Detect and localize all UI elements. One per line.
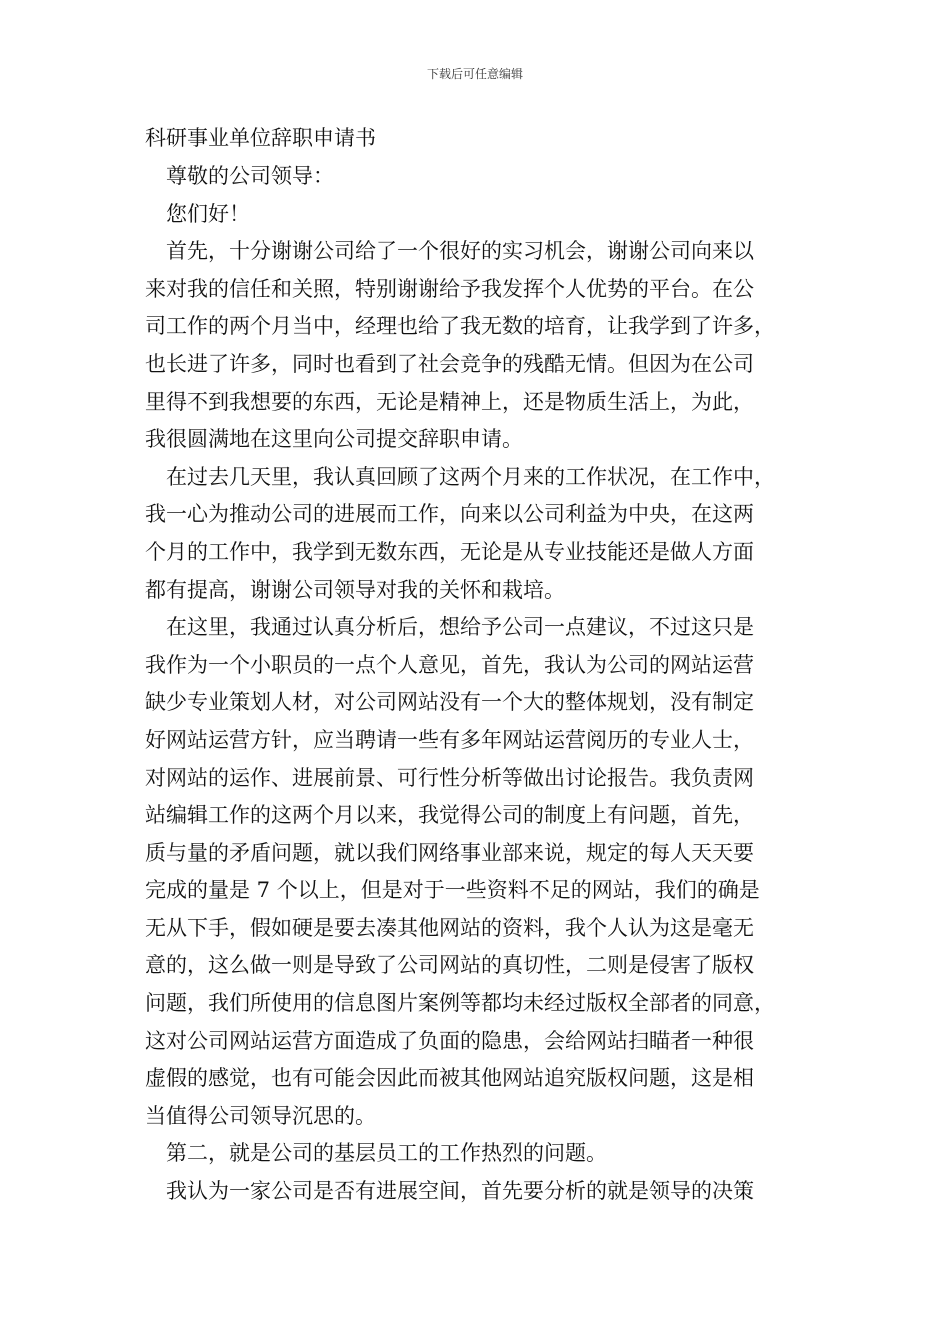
text-line: 个月的工作中，我学到无数东西，无论是从专业技能还是做人方面 xyxy=(145,539,754,564)
text-line: 我很圆满地在这里向公司提交辞职申请。 xyxy=(145,427,523,452)
document-title: 科研事业单位辞职申请书 xyxy=(145,126,376,150)
paragraph-company-growth xyxy=(145,1173,805,1211)
text-line: 第二，就是公司的基层员工的工作热烈的问题。 xyxy=(166,1141,607,1166)
text-line: 问题，我们所使用的信息图片案例等都均未经过版权全部者的同意， xyxy=(145,991,775,1016)
paragraph-second-point xyxy=(145,1135,805,1173)
text-line: 我认为一家公司是否有进展空间，首先要分析的就是领导的决策 xyxy=(166,1179,754,1204)
paragraph-review xyxy=(145,459,805,609)
text-line: 您们好！ xyxy=(166,201,250,226)
text-line: 里得不到我想要的东西，无论是精神上，还是物质生活上，为此， xyxy=(145,389,754,414)
text-line: 虚假的感觉，也有可能会因此而被其他网站追究版权问题，这是相 xyxy=(145,1066,754,1091)
text-line: 这对公司网站运营方面造成了负面的隐患，会给网站扫瞄者一种很 xyxy=(145,1028,754,1053)
text-line: 来对我的信任和关照，特别谢谢给予我发挥个人优势的平台。在公 xyxy=(145,276,754,301)
text-line: 我一心为推动公司的进展而工作，向来以公司利益为中央，在这两 xyxy=(145,502,754,527)
text-line: 在这里，我通过认真分析后，想给予公司一点建议，不过这只是 xyxy=(166,615,754,640)
text-line: 都有提高，谢谢公司领导对我的关怀和栽培。 xyxy=(145,577,565,602)
text-line: 也长进了许多，同时也看到了社会竞争的残酷无情。但因为在公司 xyxy=(145,351,754,376)
text-line: 意的，这么做一则是导致了公司网站的真切性，二则是侵害了版权 xyxy=(145,953,754,978)
text-line: 好网站运营方针，应当聘请一些有多年网站运营阅历的专业人士， xyxy=(145,727,754,752)
text-line: 当值得公司领导沉思的。 xyxy=(145,1103,376,1128)
text-line: 在过去几天里，我认真回顾了这两个月来的工作状况，在工作中， xyxy=(166,464,775,489)
page-header: 下载后可任意编辑 xyxy=(426,67,523,81)
document-body xyxy=(145,158,805,1211)
text-line: 尊敬的公司领导： xyxy=(166,164,334,188)
text-line: 完成的量是 7 个以上，但是对于一些资料不足的网站，我们的确是 xyxy=(145,878,760,903)
text-line: 对网站的运作、进展前景、可行性分析等做出讨论报告。我负责网 xyxy=(145,765,754,790)
paragraph-salutation xyxy=(145,158,805,196)
text-line: 质与量的矛盾问题，就以我们网络事业部来说，规定的每人天天要 xyxy=(145,840,754,865)
text-line: 我作为一个小职员的一点个人意见，首先，我认为公司的网站运营 xyxy=(145,652,754,677)
paragraph-greeting xyxy=(145,196,805,234)
paragraph-thanks xyxy=(145,233,805,459)
text-line: 司工作的两个月当中，经理也给了我无数的培育，让我学到了许多， xyxy=(145,314,775,339)
text-line: 缺少专业策划人材，对公司网站没有一个大的整体规划，没有制定 xyxy=(145,690,754,715)
text-line: 首先，十分谢谢公司给了一个很好的实习机会，谢谢公司向来以 xyxy=(166,239,754,264)
paragraph-suggestions xyxy=(145,609,805,1135)
text-line: 站编辑工作的这两个月以来，我觉得公司的制度上有问题，首先， xyxy=(145,803,754,828)
text-line: 无从下手，假如硬是要去凑其他网站的资料，我个人认为这是毫无 xyxy=(145,915,754,940)
